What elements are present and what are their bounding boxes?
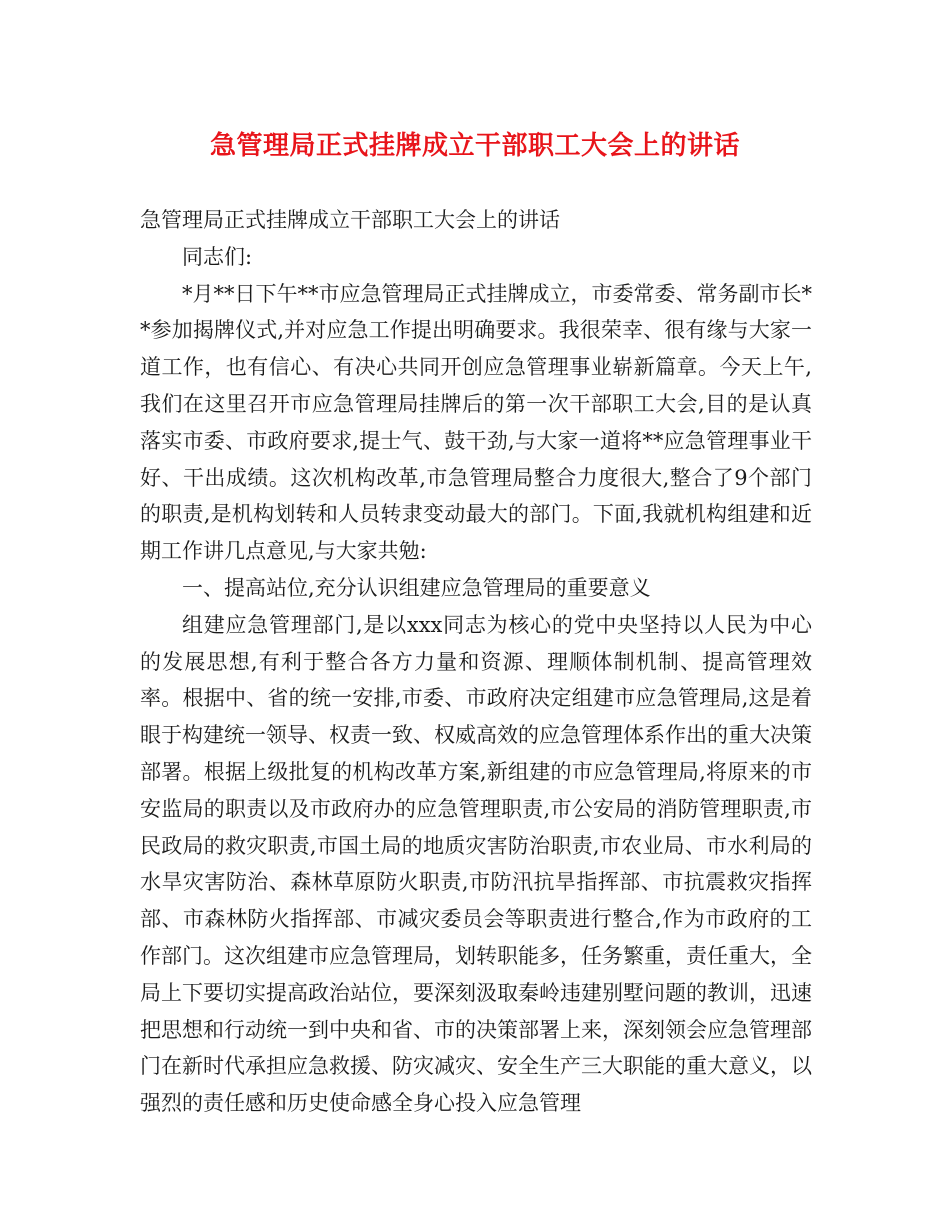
paragraph-section-1: 组建应急管理部门,是以xxx同志为核心的党中央坚持以人民为中心的发展思想,有利于整合各方力量和资源、理顺体制机制、提高管理效率。根据中、省的统一安排,市委、市政府决定组建市应急管理局,这是着眼于构建统一领导、权责一致、权威高效的应急管理体系作出的重大决策部署。根据上级批复的机构改革方案,新组建的市应急管理局,将原来的市安监局的职责以及市政府办的应急管理职责,市公安局的消防管理职责,市民政局的救灾职责,市国土局的地质灾害防治职责,市农业局、市水利局的水旱灾害防治、森林草原防火职责,市防汛抗旱指挥部、市抗震救灾指挥部、市森林防火指挥部、市减灾委员会等职责进行整合,作为市政府的工作部门。这次组建市应急管理局，划转职能多，任务繁重，责任重大，全局上下要切实提高政治站位，要深刻汲取秦岭违建别墅问题的教训，迅速把思想和行动统一到中央和省、市的决策部署上来，深刻领会应急管理部门在新时代承担应急救援、防灾减灾、安全生产三大职能的重大意义，以强烈的责任感和历史使命感全身心投入应急管理: [140, 612, 812, 1116]
paragraph-intro: *月**日下午**市应急管理局正式挂牌成立，市委常委、常务副市长**参加揭牌仪式,并对应急工作提出明确要求。我很荣幸、很有缘与大家一道工作，也有信心、有决心共同开创应急管理事业崭新篇章。今天上午,我们在这里召开市应急管理局挂牌后的第一次干部职工大会,目的是认真落实市委、市政府要求,提士气、鼓干劲,与大家一道将**应急管理事业干好、干出成绩。这次机构改革,市急管理局整合力度很大,整合了9个部门的职责,是机构划转和人员转隶变动最大的部门。下面,我就机构组建和近期工作讲几点意见,与大家共勉:: [140, 281, 812, 564]
section-heading-1: 一、提高站位,充分认识组建应急管理局的重要意义: [182, 575, 651, 600]
document-body: [140, 202, 812, 1122]
paragraph-salutation: 同志们:: [182, 244, 253, 269]
document-title: 急管理局正式挂牌成立干部职工大会上的讲话: [209, 131, 740, 161]
paragraph-heading-repeat: 急管理局正式挂牌成立干部职工大会上的讲话: [140, 208, 560, 232]
